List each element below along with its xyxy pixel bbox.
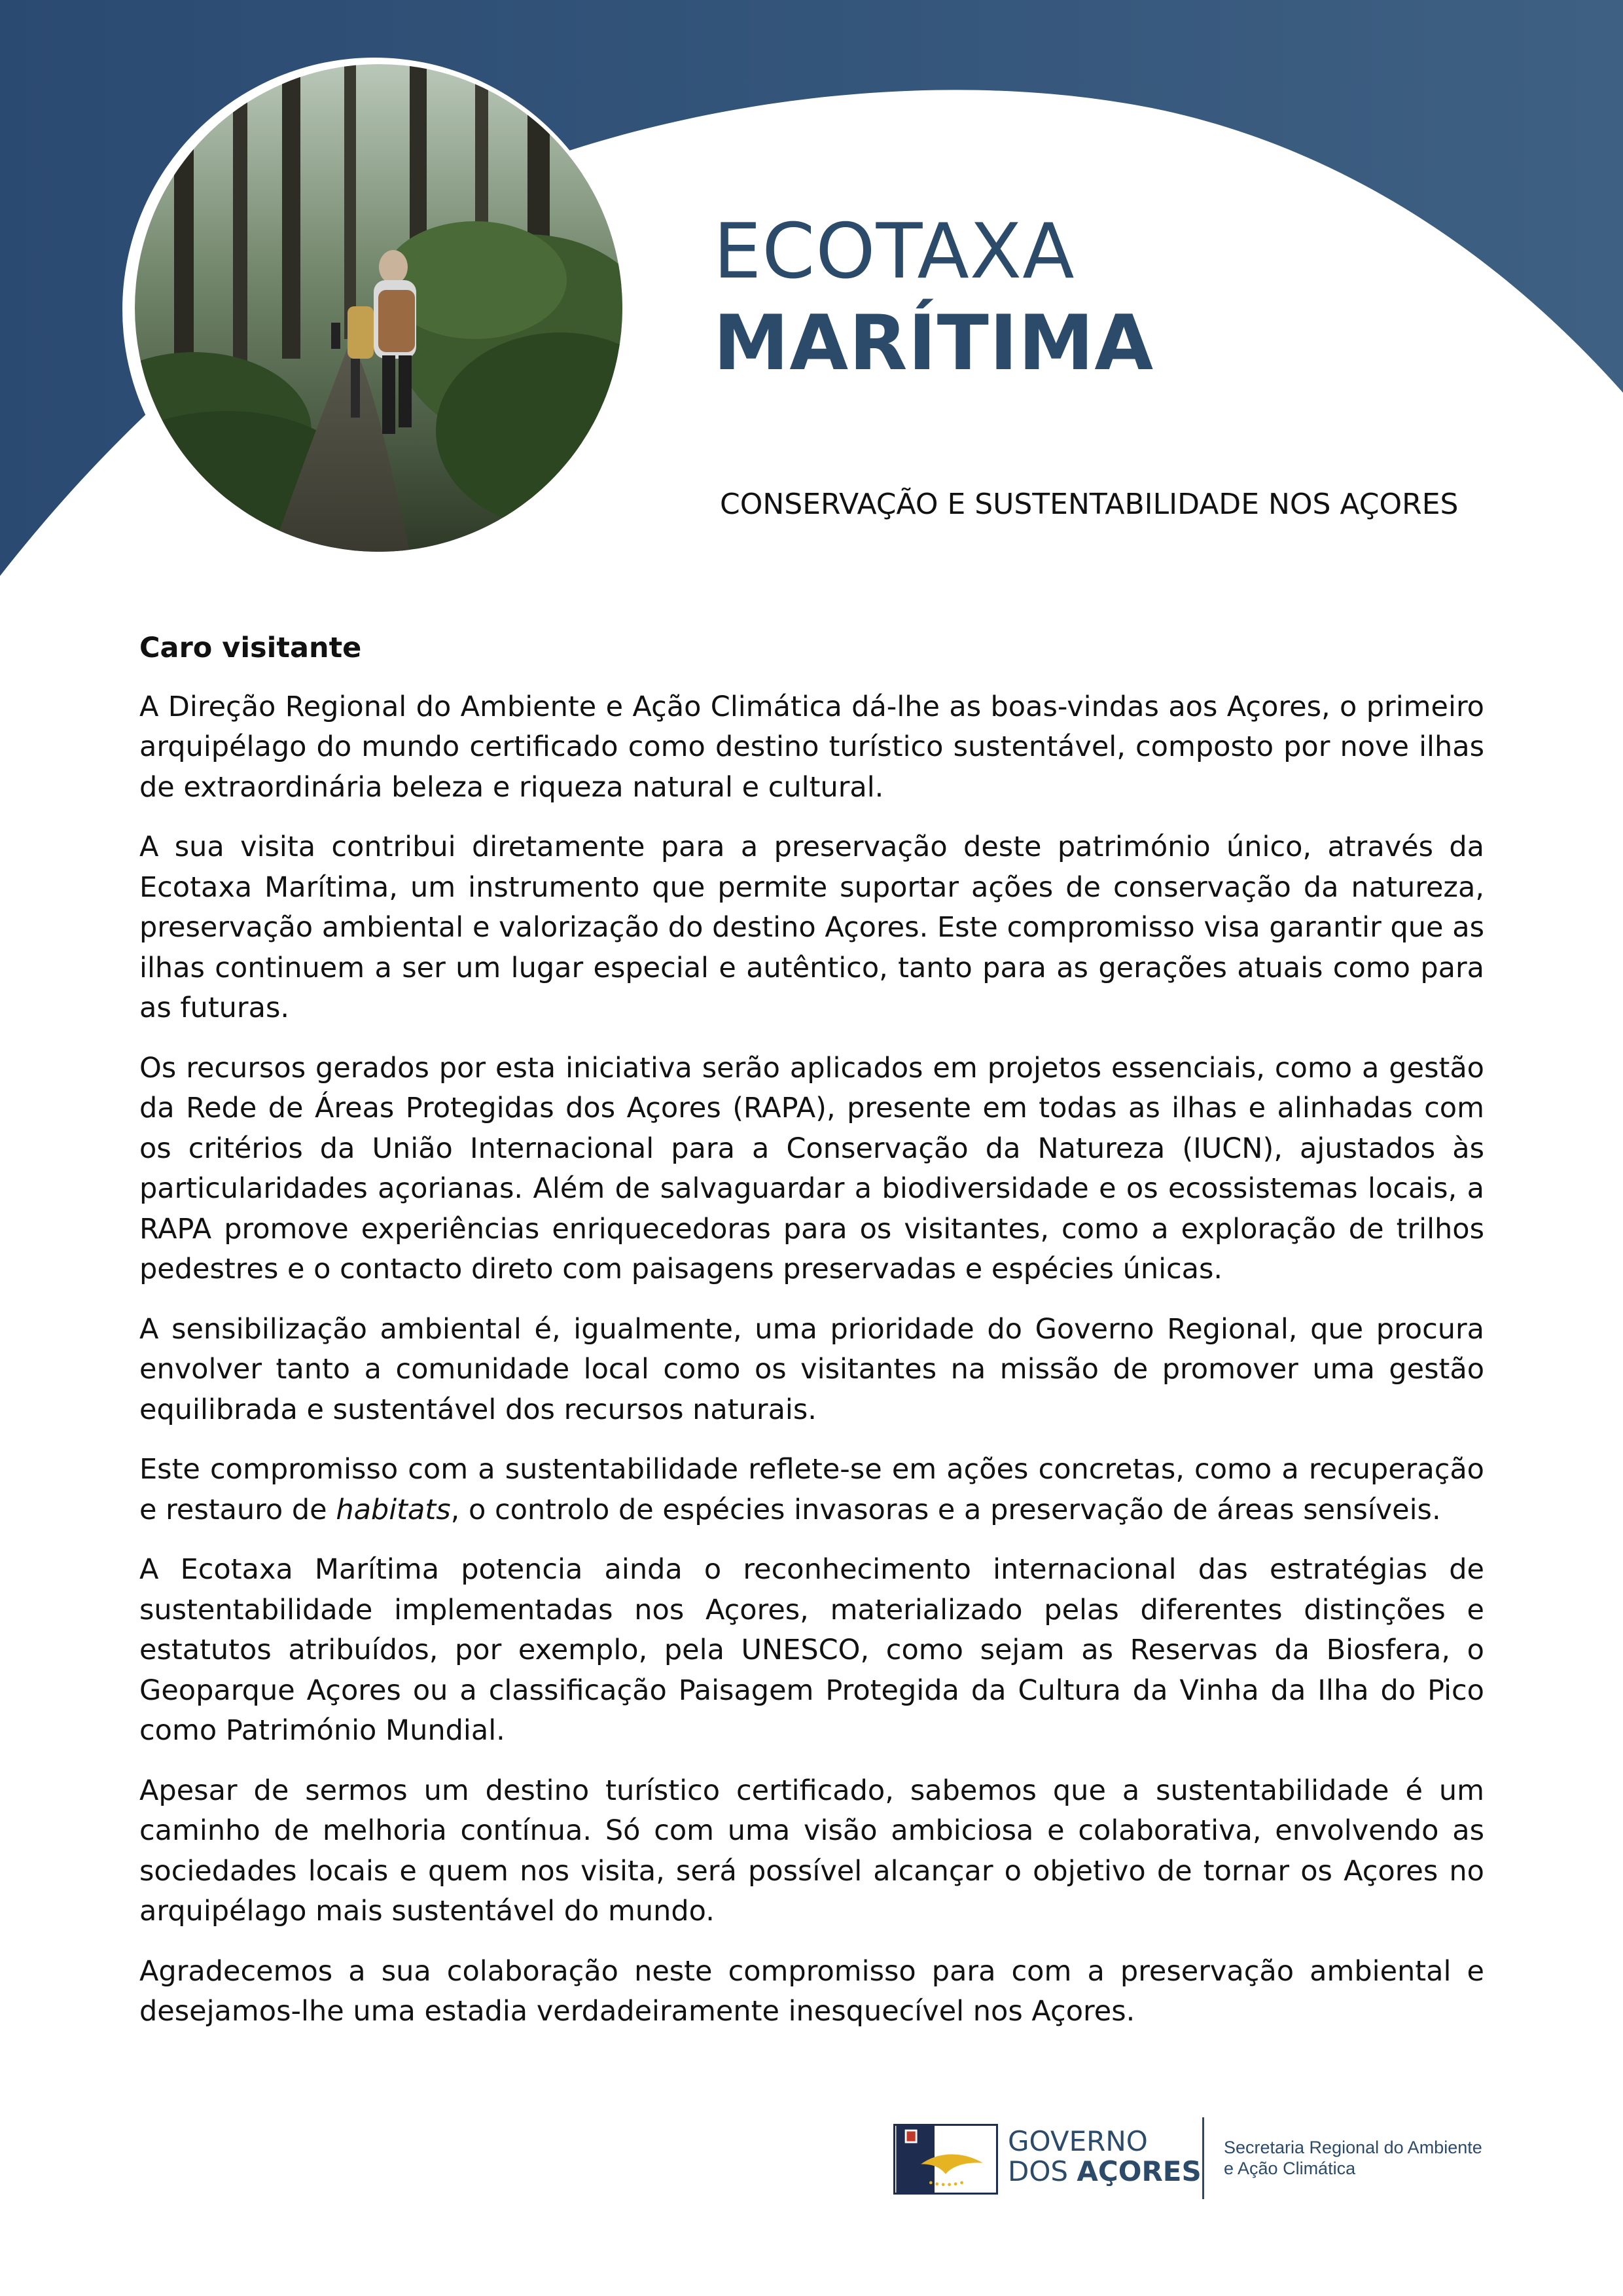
- paragraph-3: Os recursos gerados por esta iniciativa serão aplicados em projetos essenciais, como a gestão da Rede de Áreas Protegidas dos Açores (RAPA), presente em todas as ilhas e alinhadas com os critérios da União Internacional para a Conservação da Natureza (IUCN), ajustados às particularidades açorianas. Além de salvaguardar a biodiversidade e os ecossistemas locais, a RAPA promove experiências enriquecedoras para os visitantes, como a exploração de trilhos pedestres e o contacto direto com paisagens preservadas e espécies únicas.: [139, 1051, 1484, 1285]
- government-line-2-b: AÇORES: [1077, 2155, 1202, 2187]
- forest-trail-photo: [135, 64, 622, 552]
- paragraph-6: A Ecotaxa Marítima potencia ainda o reconhecimento internacional das estratégias de sustentabilidade implementadas nos Açores, materializado pelas diferentes distinções e estatutos atribuídos, por exemplo, pela UNESCO, como sejam as Reservas da Biosfera, o Geoparque Açores ou a classificação Paisagem Protegida da Cultura da Vinha da Ilha do Pico como Património Mundial.: [139, 1553, 1484, 1747]
- title-line-2: MARÍTIMA: [713, 299, 1154, 387]
- footer-logo: [893, 2117, 1482, 2202]
- subtitle: CONSERVAÇÃO E SUSTENTABILIDADE NOS AÇORES: [720, 488, 1459, 521]
- greeting: Caro visitante: [139, 632, 362, 664]
- secretaria-line-1: Secretaria Regional do Ambiente: [1224, 2138, 1482, 2157]
- government-line-1: GOVERNO: [1008, 2125, 1148, 2157]
- secretaria-line-2: e Ação Climática: [1224, 2159, 1356, 2178]
- secretaria-name: [1224, 2137, 1482, 2179]
- paragraph-2: A sua visita contribui diretamente para a preservação deste património único, através da Ecotaxa Marítima, um instrumento que permite suportar ações de conservação da natureza, preservação ambiental e valorização do destino Açores. Este compromisso visa garantir que as ilhas continuem a ser um lugar especial e autêntico, tanto para as gerações atuais como para as futuras.: [139, 831, 1484, 1024]
- paragraph-5-part-2: , o controlo de espécies invasoras e a preservação de áreas sensíveis.: [450, 1493, 1441, 1526]
- paragraph-8: Agradecemos a sua colaboração neste compromisso para com a preservação ambiental e desejamos-lhe uma estadia verdadeiramente inesquecível nos Açores.: [139, 1954, 1484, 2028]
- paragraph-5-italic: habitats: [336, 1493, 451, 1526]
- paragraph-4: A sensibilização ambiental é, igualmente, uma prioridade do Governo Regional, que procura envolver tanto a comunidade local como os visitantes na missão de promover uma gestão equilibrada e sustentável dos recursos naturais.: [139, 1312, 1484, 1426]
- paragraph-1: A Direção Regional do Ambiente e Ação Climática dá-lhe as boas-vindas aos Açores, o primeiro arquipélago do mundo certificado como destino turístico sustentável, composto por nove ilhas de extraordinária beleza e riqueza natural e cultural.: [139, 690, 1484, 804]
- government-line-2-a: DOS: [1008, 2155, 1077, 2187]
- paragraph-5-part-1: Este compromisso com a sustentabilidade reflete-se em ações concretas, como a recuperação e restauro de: [139, 1453, 1484, 1526]
- government-line-2: [1008, 2157, 1202, 2187]
- title-line-1: ECOTAXA: [713, 207, 1075, 296]
- paragraph-5: [139, 1450, 1484, 1530]
- title-block: [713, 206, 1154, 389]
- letter-body: [139, 628, 1484, 2052]
- government-name: [1008, 2126, 1202, 2187]
- paragraph-7: Apesar de sermos um destino turístico certificado, sabemos que a sustentabilidade é um caminho de melhoria contínua. Só com uma visão ambiciosa e colaborativa, envolvendo as sociedades locais e quem nos visita, será possível alcançar o objetivo de tornar os Açores no arquipélago mais sustentável do mundo.: [139, 1774, 1484, 1928]
- azores-flag-icon: [893, 2124, 998, 2195]
- footer-divider: [1202, 2117, 1204, 2199]
